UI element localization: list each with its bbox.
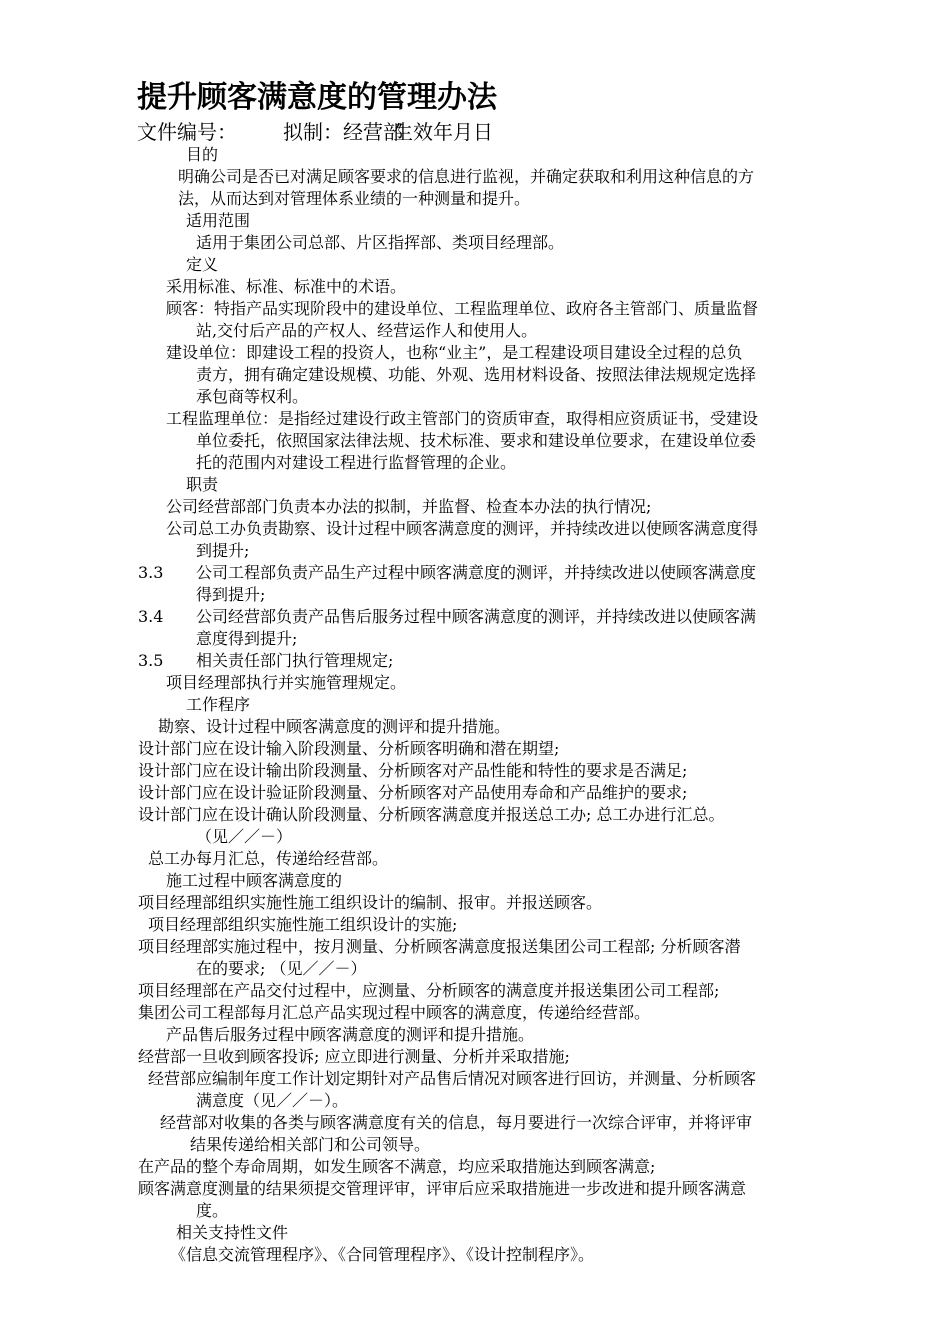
- body-line: 满意度（见／／－）。: [196, 1091, 349, 1110]
- body-line: 设计部门应在设计确认阶段测量、分析顾客满意度并报送总工办; 总工办进行汇总。: [138, 805, 725, 824]
- body-line: 设计部门应在设计输出阶段测量、分析顾客对产品性能和特性的要求是否满足;: [138, 761, 688, 780]
- body-line: 项目经理部组织实施性施工组织设计的实施;: [148, 915, 458, 934]
- effective-date-label: 生效年月日: [393, 120, 493, 144]
- section-heading: 职责: [186, 475, 219, 494]
- body-line: 托的范围内对建设工程进行监督管理的企业。: [196, 453, 517, 472]
- section-heading: 施工过程中顾客满意度的: [166, 871, 343, 890]
- body-line: 项目经理部执行并实施管理规定。: [166, 673, 407, 692]
- body-line: 在的要求; （见／／－）: [196, 959, 367, 978]
- numbered-item: 3.3 公司工程部负责产品生产过程中顾客满意度的测评，并持续改进以使顾客满意度: [138, 563, 757, 582]
- body-line: 项目经理部组织实施性施工组织设计的编制、报审。并报送顾客。: [138, 893, 603, 912]
- section-heading: 目的: [186, 145, 219, 164]
- body-line: 法，从而达到对管理体系业绩的一种测量和提升。: [178, 189, 531, 208]
- item-number: 3.3: [138, 563, 164, 582]
- body-line: 《信息交流管理程序》、《合同管理程序》、《设计控制程序》。: [170, 1245, 595, 1264]
- body-line: 勘察、设计过程中顾客满意度的测评和提升措施。: [158, 717, 511, 736]
- section-heading: 产品售后服务过程中顾客满意度的测评和提升措施。: [166, 1025, 535, 1044]
- body-line: 工程监理单位：是指经过建设行政主管部门的资质审查，取得相应资质证书，受建设: [166, 409, 759, 428]
- body-line: 项目经理部实施过程中，按月测量、分析顾客满意度报送集团公司工程部; 分析顾客潜: [138, 937, 741, 956]
- document-title: 提升顾客满意度的管理办法: [137, 80, 497, 115]
- numbered-item: 3.4 公司经营部负责产品售后服务过程中顾客满意度的测评，并持续改进以使顾客满: [138, 607, 757, 626]
- body-line: 采用标准、标准、标准中的术语。: [166, 277, 407, 296]
- body-line: 站,交付后产品的产权人、经营运作人和使用人。: [196, 321, 538, 340]
- numbered-item: 3.5 相关责任部门执行管理规定;: [138, 651, 394, 670]
- body-line: 明确公司是否已对满足顾客要求的信息进行监视，并确定获取和利用这种信息的方: [178, 167, 755, 186]
- body-line: 到提升;: [196, 541, 250, 560]
- item-number: 3.5: [138, 651, 164, 670]
- body-line: 责方，拥有确定建设规模、功能、外观、选用材料设备、按照法律法规规定选择: [196, 365, 757, 384]
- body-line: 总工办每月汇总，传递给经营部。: [148, 849, 389, 868]
- body-line: 顾客满意度测量的结果须提交管理评审，评审后应采取措施进一步改进和提升顾客满意: [138, 1179, 747, 1198]
- body-line: 单位委托，依照国家法律法规、技术标准、要求和建设单位要求，在建设单位委: [196, 431, 757, 450]
- file-number-label: 文件编号：: [137, 120, 237, 144]
- body-line: 在产品的整个寿命周期，如发生顾客不满意，均应采取措施达到顾客满意;: [138, 1157, 656, 1176]
- body-line: 建设单位：即建设工程的投资人，也称“业主”，是工程建设项目建设全过程的总负: [166, 343, 743, 362]
- body-line: 经营部对收集的各类与顾客满意度有关的信息，每月要进行一次综合评审，并将评审: [160, 1113, 753, 1132]
- body-line: 顾客：特指产品实现阶段中的建设单位、工程监理单位、政府各主管部门、质量监督: [166, 299, 759, 318]
- drafter-label: 拟制：经营部: [283, 120, 403, 144]
- body-line: 意度得到提升;: [196, 629, 298, 648]
- section-heading: 适用范围: [186, 211, 251, 230]
- body-line: 公司总工办负责勘察、设计过程中顾客满意度的测评，并持续改进以使顾客满意度得: [166, 519, 759, 538]
- body-line: 公司经营部部门负责本办法的拟制，并监督、检查本办法的执行情况;: [166, 497, 652, 516]
- section-heading: 定义: [186, 255, 219, 274]
- item-number: 3.4: [138, 607, 164, 626]
- body-line: 经营部应编制年度工作计划定期针对产品售后情况对顾客进行回访，并测量、分析顾客: [148, 1069, 757, 1088]
- body-line: 承包商等权利。: [196, 387, 309, 406]
- section-heading: 工作程序: [186, 695, 251, 714]
- section-heading: 相关支持性文件: [176, 1223, 289, 1242]
- body-line: 度。: [196, 1201, 229, 1220]
- body-line: 结果传递给相关部门和公司领导。: [190, 1135, 431, 1154]
- body-line: 项目经理部在产品交付过程中，应测量、分析顾客的满意度并报送集团公司工程部;: [138, 981, 720, 1000]
- body-line: 集团公司工程部每月汇总产品实现过程中顾客的满意度，传递给经营部。: [138, 1003, 651, 1022]
- body-line: 设计部门应在设计验证阶段测量、分析顾客对产品使用寿命和产品维护的要求;: [138, 783, 688, 802]
- body-line: 经营部一旦收到顾客投诉; 应立即进行测量、分析并采取措施;: [138, 1047, 570, 1066]
- body-line: 得到提升;: [196, 585, 266, 604]
- body-line: （见／／－）: [196, 827, 293, 846]
- body-line: 适用于集团公司总部、片区指挥部、类项目经理部。: [196, 233, 565, 252]
- body-line: 设计部门应在设计输入阶段测量、分析顾客明确和潜在期望;: [138, 739, 560, 758]
- document-meta: [137, 118, 493, 146]
